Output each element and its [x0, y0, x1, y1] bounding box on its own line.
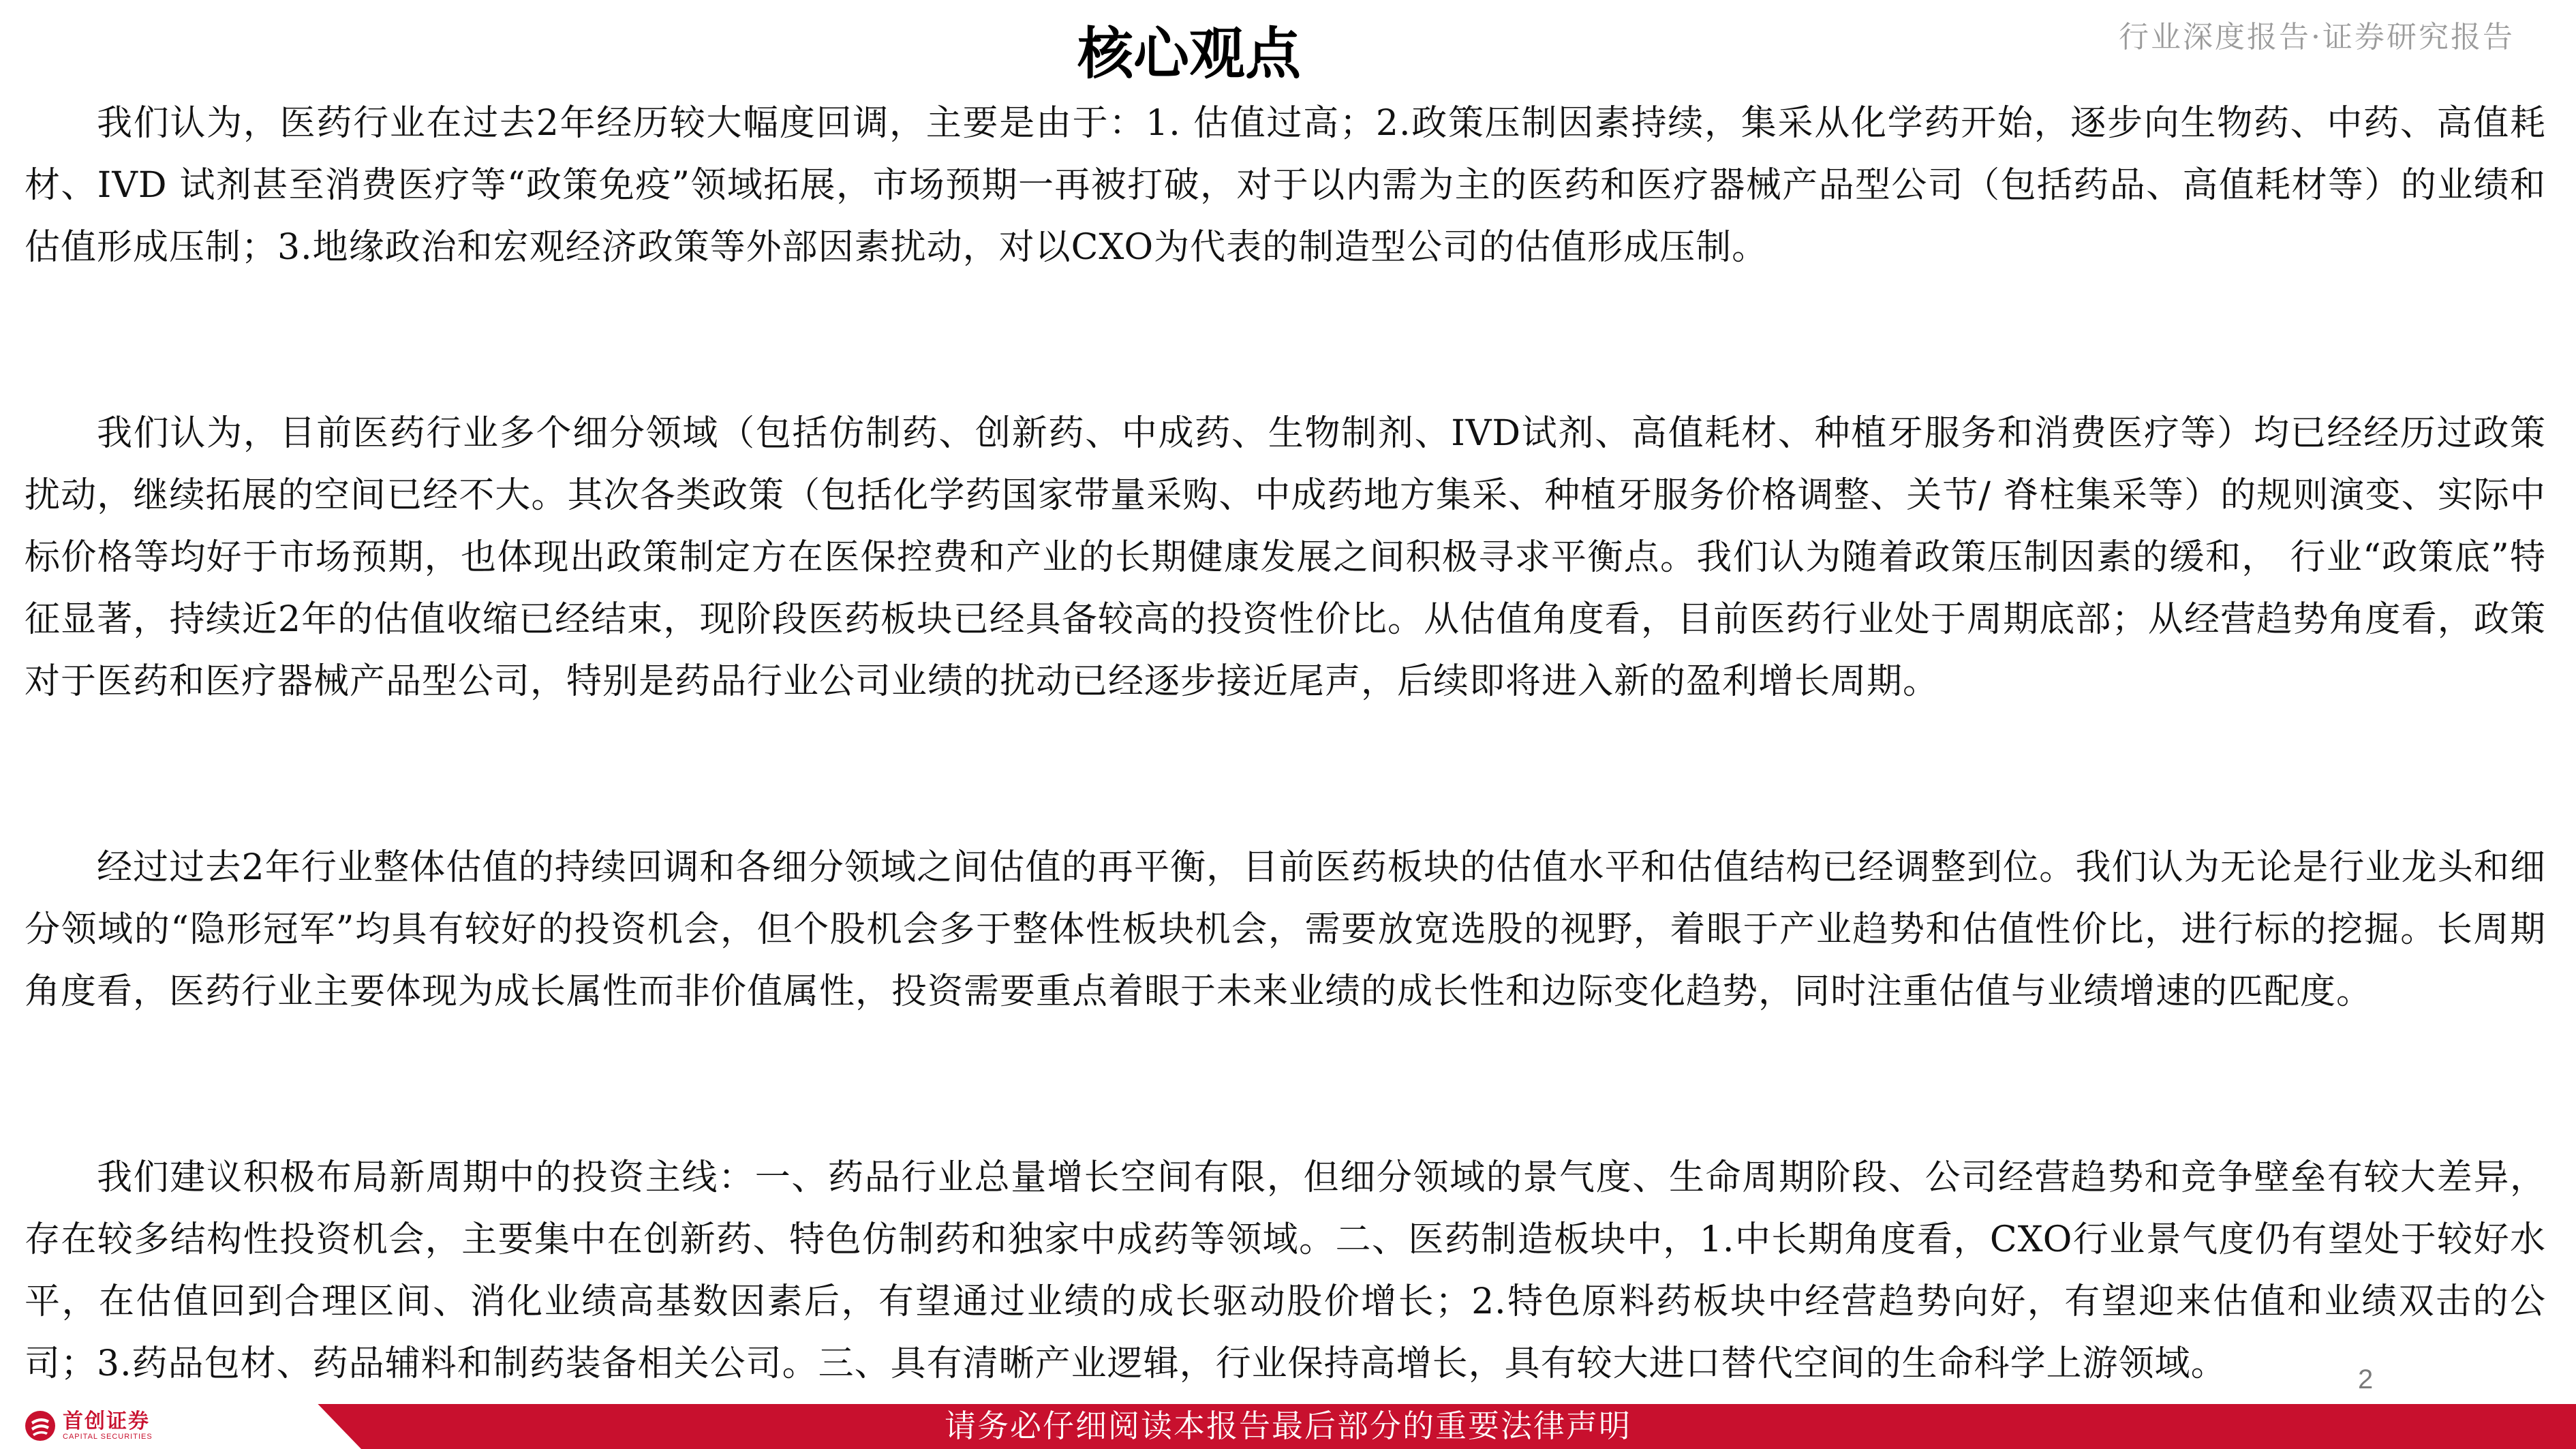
paragraph-1: 我们认为，医药行业在过去2年经历较大幅度回调，主要是由于：1. 估值过高；2.政策压制因素持续，集采从化学药开始，逐步向生物药、中药、高值耗材、IVD 试剂甚至消费医疗等“政策免疫”领域拓展，市场预期一再被打破，对于以内需为主的医药和医疗器械产品型公司（包括药品、高值耗材等）的业绩和估值形成压制；3.地缘政治和宏观经济政策等外部因素扰动，对以CXO为代表的制造型公司的估值形成压制。	[25, 103, 2546, 268]
paragraph-4: 我们建议积极布局新周期中的投资主线：一、药品行业总量增长空间有限，但细分领域的景气度、生命周期阶段、公司经营趋势和竞争壁垒有较大差异，存在较多结构性投资机会，主要集中在创新药、特色仿制药和独家中成药等领域。二、医药制造板块中，1.中长期角度看，CXO行业景气度仍有望处于较好水平，在估值回到合理区间、消化业绩高基数因素后，有望通过业绩的成长驱动股价增长；2.特色原料药板块中经营趋势向好，有望迎来估值和业绩双击的公司；3.药品包材、药品辅料和制药装备相关公司。三、具有清晰产业逻辑，行业保持高增长，具有较大进口替代空间的生命科学上游领域。	[25, 1157, 2546, 1384]
paragraph-2: 我们认为，目前医药行业多个细分领域（包括仿制药、创新药、中成药、生物制剂、IVD试剂、高值耗材、种植牙服务和消费医疗等）均已经经历过政策扰动，继续拓展的空间已经不大。其次各类政策（包括化学药国家带量采购、中成药地方集采、种植牙服务价格调整、关节/ 脊柱集采等）的规则演变、实际中标价格等均好于市场预期，也体现出政策制定方在医保控费和产业的长期健康发展之间积极寻求平衡点。我们认为随着政策压制因素的缓和， 行业“政策底”特征显著，持续近2年的估值收缩已经结束，现阶段医药板块已经具备较高的投资性价比。从估值角度看，目前医药行业处于周期底部；从经营趋势角度看，政策对于医药和医疗器械产品型公司，特别是药品行业公司业绩的扰动已经逐步接近尾声，后续即将进入新的盈利增长周期。	[25, 413, 2546, 702]
legal-disclaimer: 请务必仔细阅读本报告最后部分的重要法律声明	[945, 1407, 1631, 1444]
report-type-label: 行业深度报告·证券研究报告	[2119, 20, 2515, 55]
paragraph-3: 经过过去2年行业整体估值的持续回调和各细分领域之间估值的再平衡，目前医药板块的估值水平和估值结构已经调整到位。我们认为无论是行业龙头和细分领域的“隐形冠军”均具有较好的投资机会，但个股机会多于整体性板块机会，需要放宽选股的视野，着眼于产业趋势和估值性价比，进行标的挖掘。长周期角度看，医药行业主要体现为成长属性而非价值属性，投资需要重点着眼于未来业绩的成长性和边际变化趋势，同时注重估值与业绩增速的匹配度。	[25, 847, 2546, 1012]
core-viewpoints-body	[25, 93, 2546, 1395]
page-title: 核心观点	[1077, 22, 1301, 87]
page-number: 2	[2358, 1364, 2374, 1394]
logo-chinese-name: 首创证券	[63, 1409, 150, 1433]
logo-english-name: CAPITAL SECURITIES	[63, 1432, 153, 1441]
